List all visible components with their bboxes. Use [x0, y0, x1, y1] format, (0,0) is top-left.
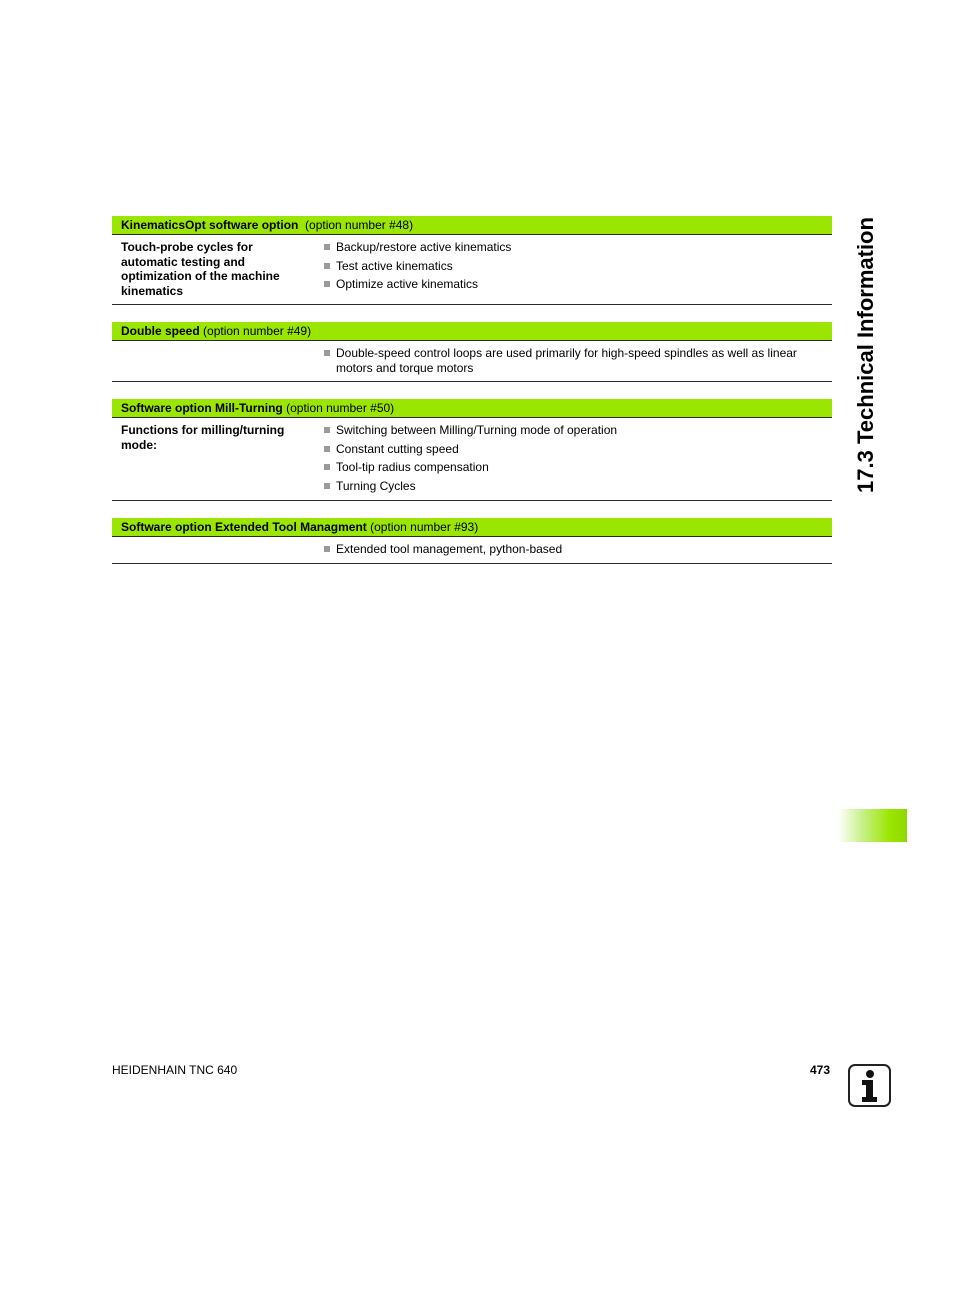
- section-label: Touch-probe cycles for automatic testing and optimization of the machine kinematics: [121, 240, 280, 298]
- bullet-square-icon: [324, 446, 330, 452]
- bullet-square-icon: [324, 350, 330, 356]
- page-number: 473: [809, 1063, 830, 1077]
- feature-list: [323, 542, 828, 561]
- list-item-text: Double-speed control loops are used primarily for high-speed spindles as well as linear motors and torque motors: [336, 346, 797, 375]
- list-item: [323, 542, 828, 557]
- list-item-text: Extended tool management, python-based: [336, 542, 563, 556]
- bullet-square-icon: [324, 483, 330, 489]
- section-label: Functions for milling/turning mode:: [121, 423, 285, 452]
- chapter-title-text: 17.3 Technical Information: [853, 217, 878, 493]
- section-option-number: (option number #48): [305, 218, 414, 232]
- section-option-number: (option number #50): [286, 401, 395, 415]
- chapter-side-title: [846, 210, 886, 500]
- section-option-number: (option number #93): [370, 520, 479, 534]
- section-title: KinematicsOpt software option: [121, 218, 299, 232]
- list-item-text: Switching between Milling/Turning mode of operation: [336, 423, 618, 437]
- bullet-square-icon: [324, 546, 330, 552]
- section-extended-tool-management: [112, 518, 832, 564]
- section-title: Software option Extended Tool Managment: [121, 520, 367, 534]
- list-item-text: Turning Cycles: [336, 478, 416, 493]
- feature-list: [323, 423, 828, 497]
- section-option-number: (option number #49): [203, 324, 312, 338]
- list-item: [323, 240, 828, 255]
- bullet-square-icon: [324, 281, 330, 287]
- list-item-text: Test active kinematics: [336, 258, 453, 273]
- section-header: [112, 322, 832, 341]
- list-item: [323, 479, 828, 494]
- feature-list: [323, 240, 828, 296]
- list-item: [323, 423, 828, 438]
- section-header: [112, 518, 832, 537]
- section-header: [112, 399, 832, 418]
- section-title: Software option Mill-Turning: [121, 401, 283, 415]
- section-double-speed: [112, 322, 832, 382]
- list-item-text: Backup/restore active kinematics: [336, 240, 512, 254]
- footer-manual-title: HEIDENHAIN TNC 640: [112, 1063, 238, 1077]
- section-kinematicsopt: [112, 216, 832, 305]
- list-item: [323, 442, 828, 457]
- info-glyph: [850, 1066, 889, 1105]
- section-body: [112, 537, 832, 564]
- feature-list: [323, 346, 828, 379]
- bullet-square-icon: [324, 464, 330, 470]
- section-mill-turning: [112, 399, 832, 501]
- section-body: [112, 418, 832, 501]
- list-item: [323, 259, 828, 274]
- bullet-square-icon: [324, 244, 330, 250]
- list-item-text: Constant cutting speed: [336, 441, 459, 456]
- chapter-thumb-tab: [838, 809, 907, 842]
- section-body: [112, 341, 832, 382]
- list-item: [323, 346, 828, 375]
- bullet-square-icon: [324, 263, 330, 269]
- list-item-text: Optimize active kinematics: [336, 277, 479, 291]
- info-icon: [848, 1064, 891, 1107]
- section-body: [112, 235, 832, 305]
- section-title: Double speed: [121, 324, 200, 338]
- list-item: [323, 277, 828, 292]
- list-item-text: Tool-tip radius compensation: [336, 460, 489, 474]
- bullet-square-icon: [324, 427, 330, 433]
- section-header: [112, 216, 832, 235]
- list-item: [323, 460, 828, 475]
